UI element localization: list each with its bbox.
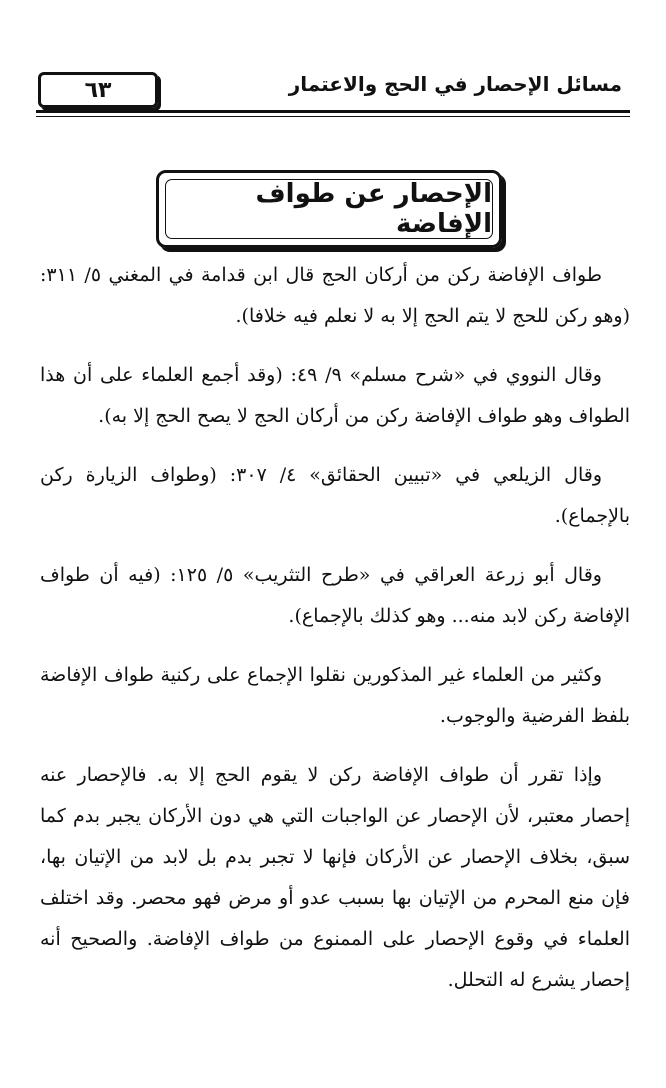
section-title: الإحصار عن طواف الإفاضة [255,179,492,239]
section-title-box [156,170,502,248]
paragraph-6: وإذا تقرر أن طواف الإفاضة ركن لا يقوم الحج إلا به. فالإحصار عنه إحصار معتبر، لأن الإحصار عن الواجبات التي هي دون الأركان يجبر بدم كما سبق، بخلاف الإحصار عن الأركان فإنها لا تجبر بدم بل لابد من الإتيان بها، فإن منع المحرم من الإتيان بها بسبب عدو أو مرض فهو محصر. وقد اختلف العلماء في وقوع الإحصار على الممنوع من طواف الإفاضة. والصحيح أنه إحصار يشرع له التحلل. [40,764,630,991]
paragraph-3: وقال الزيلعي في «تبيين الحقائق» ٤/ ٣٠٧: (وطواف الزيارة ركن بالإجماع). [40,464,630,527]
header-rule-thin [36,116,630,117]
header-rule [36,110,630,113]
paragraph-5: وكثير من العلماء غير المذكورين نقلوا الإجماع على ركنية طواف الإفاضة بلفظ الفرضية والوجوب. [40,664,630,727]
page-number-box [38,72,158,108]
section-title-inner-frame [165,179,493,239]
paragraph-2: وقال النووي في «شرح مسلم» ٩/ ٤٩: (وقد أجمع العلماء على أن هذا الطواف وهو طواف الإفاضة ركن من أركان الحج لا يصح الحج إلا به). [40,364,630,427]
page-number: ٦٣ [84,77,112,103]
running-header-title: مسائل الإحصار في الحج والاعتمار [288,72,622,96]
body-text [40,255,630,1019]
running-header [30,68,630,110]
paragraph-4: وقال أبو زرعة العراقي في «طرح التثريب» ٥/ ١٢٥: (فيه أن طواف الإفاضة ركن لابد منه... وهو كذلك بالإجماع). [40,564,630,627]
paragraph-1: طواف الإفاضة ركن من أركان الحج قال ابن قدامة في المغني ٥/ ٣١١: (وهو ركن للحج لا يتم الحج إلا به لا نعلم فيه خلافا). [40,264,630,327]
